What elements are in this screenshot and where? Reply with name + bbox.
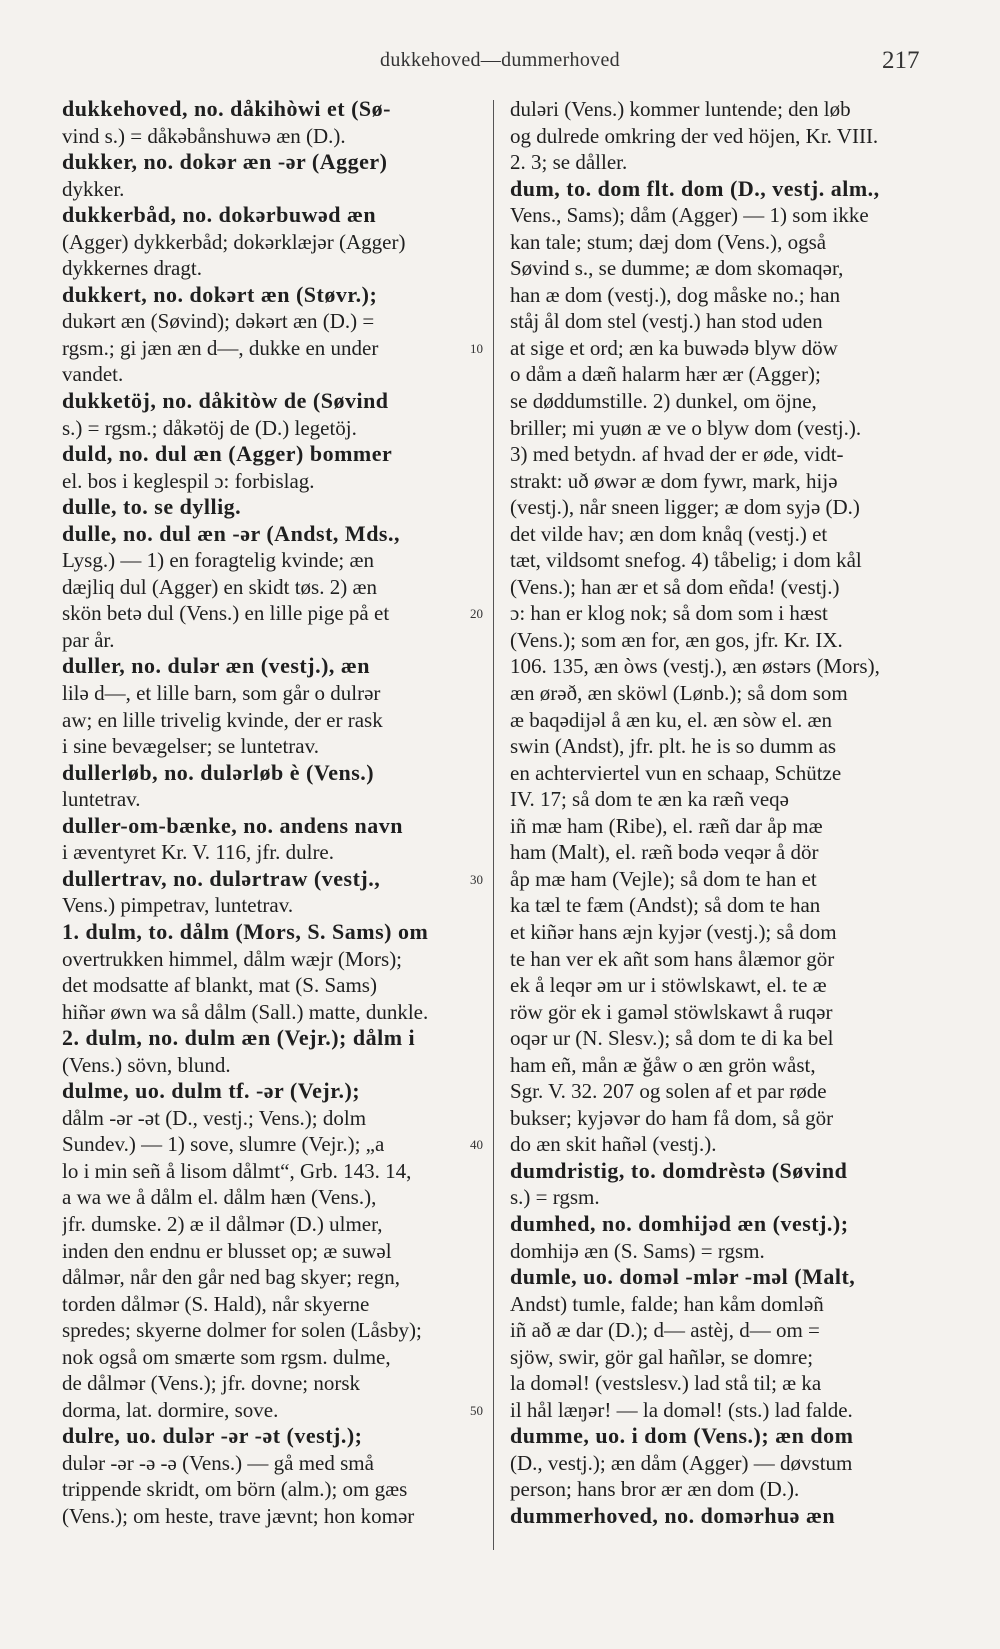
text-line: röw gör ek i gaməl stöwlskawt å ruqər <box>510 999 833 1024</box>
text-line: overtrukken himmel, dålm wæjr (Mors); <box>62 946 403 971</box>
text-line: torden dålmər (S. Hald), når skyerne <box>62 1291 370 1316</box>
text-line: i sine bevægelser; se luntetrav. <box>62 734 319 759</box>
text-line: 2. 3; se dåller. <box>510 150 628 175</box>
text-line: ham (Malt), el. ræñ bodə veqər å dör <box>510 840 819 865</box>
text-line: te han ver ek añt som hans ålæmor gör <box>510 946 835 971</box>
text-line: 2. dulm, no. dulm æn (Vejr.); dålm i <box>62 1025 416 1051</box>
text-line: vind s.) = dåkəbånshuwə æn (D.). <box>62 123 346 148</box>
text-line: dummerhoved, no. domərhuə æn <box>510 1502 836 1528</box>
text-line: Søvind s., se dumme; æ dom skomaqər, <box>510 256 844 281</box>
text-line: en achterviertel vun en schaap, Schütze <box>510 760 842 785</box>
text-line: 1. dulm, to. dålm (Mors, S. Sams) om <box>62 918 429 944</box>
column-divider <box>493 100 494 1550</box>
text-line: dålm -ər -ət (D., vestj.; Vens.); dolm <box>62 1105 367 1130</box>
text-line: dorma, lat. dormire, sove. <box>62 1397 279 1422</box>
text-line: inden den endnu er blusset op; æ suwəl <box>62 1238 392 1263</box>
text-line: (D., vestj.); æn dåm (Agger) — døvstum <box>510 1450 853 1475</box>
text-line: ɔ: han er klog nok; så dom som i hæst <box>510 601 828 626</box>
text-line: det modsatte af blankt, mat (S. Sams) <box>62 973 377 998</box>
text-line: 106. 135, æn òws (vestj.), æn østərs (Mors), <box>510 654 880 679</box>
text-line: dykkernes dragt. <box>62 256 202 281</box>
text-line: dukker, no. dokər æn -ər (Agger) <box>62 149 388 175</box>
text-line: ham eñ, mån æ ğåw o æn grön wåst, <box>510 1052 816 1077</box>
text-line: dulle, to. se dyllig. <box>62 494 242 520</box>
text-line: (vestj.), når sneen ligger; æ dom syjə (D.) <box>510 495 860 520</box>
text-line: oqər ur (N. Slesv.); så dom te di ka bel <box>510 1026 834 1051</box>
text-line: dulər -ər -ə -ə (Vens.) — gå med små <box>62 1450 374 1475</box>
text-line: rgsm.; gi jæn æn d—, dukke en under <box>62 335 379 360</box>
text-line: briller; mi yuøn æ ve o blyw dom (vestj.). <box>510 415 862 440</box>
text-line: person; hans bror ær æn dom (D.). <box>510 1477 800 1502</box>
text-line: ek å leqər əm ur i stöwlskawt, el. te æ <box>510 973 827 998</box>
text-line: strakt: uð øwər æ dom fywr, mark, hijə <box>510 468 838 493</box>
line-number: 50 <box>470 1402 483 1418</box>
text-line: dulre, uo. dulər -ər -ət (vestj.); <box>62 1423 363 1449</box>
text-line: dumle, uo. doməl -mlər -məl (Malt, <box>510 1264 856 1290</box>
text-line: Andst) tumle, falde; han kåm domləñ <box>510 1291 824 1316</box>
text-line: a wa we å dålm el. dålm hæn (Vens.), <box>62 1185 377 1210</box>
text-line: do æn skit hañəl (vestj.). <box>510 1132 717 1157</box>
text-line: swin (Andst), jfr. plt. he is so dumm as <box>510 734 837 759</box>
left-column <box>62 96 477 1530</box>
text-line: dum, to. dom flt. dom (D., vestj. alm., <box>510 175 880 201</box>
text-line: dukkert, no. dokərt æn (Støvr.); <box>62 281 378 307</box>
text-line: dæjliq dul (Agger) en skidt tøs. 2) æn <box>62 574 377 599</box>
text-line: dumhed, no. domhijəd æn (vestj.); <box>510 1210 849 1236</box>
text-line: s.) = rgsm. <box>510 1185 600 1210</box>
text-line: par år. <box>62 627 115 652</box>
text-line: åp mæ ham (Vejle); så dom te han et <box>510 866 817 891</box>
line-number: 10 <box>470 340 483 356</box>
text-line: il hål læŋər! — la doməl! (sts.) lad falde. <box>510 1397 853 1422</box>
text-line: æn ørəð, æn sköwl (Lønb.); så dom som <box>510 681 848 706</box>
text-line: Vens.) pimpetrav, luntetrav. <box>62 893 294 918</box>
text-line: dulme, uo. dulm tf. -ər (Vejr.); <box>62 1078 361 1104</box>
text-line: dulle, no. dul æn -ər (Andst, Mds., <box>62 520 400 546</box>
text-line: Lysg.) — 1) en foragtelig kvinde; æn <box>62 548 375 573</box>
text-line: el. bos i keglespil ɔ: forbislag. <box>62 468 315 493</box>
text-line: iñ mæ ham (Ribe), el. ræñ dar åp mæ <box>510 813 823 838</box>
text-line: spredes; skyerne dolmer for solen (Låsby); <box>62 1318 422 1343</box>
text-line: Sgr. V. 32. 207 og solen af et par røde <box>510 1079 827 1104</box>
text-line: jfr. dumske. 2) æ il dålmər (D.) ulmer, <box>62 1211 383 1236</box>
text-line: dukkerbåd, no. dokərbuwəd æn <box>62 202 377 228</box>
line-number: 30 <box>470 871 483 887</box>
text-line: duller, no. dulər æn (vestj.), æn <box>62 653 371 679</box>
text-line: dumme, uo. i dom (Vens.); æn dom <box>510 1423 854 1449</box>
text-line: (Vens.); om heste, trave jævnt; hon komər <box>62 1503 415 1528</box>
running-header: dukkehoved—dummerhoved <box>380 49 620 71</box>
text-line: Sundev.) — 1) sove, slumre (Vejr.); „a <box>62 1132 385 1157</box>
text-line: 3) med betydn. af hvad der er øde, vidt- <box>510 442 844 467</box>
text-line: (Vens.); som æn for, æn gos, jfr. Kr. IX. <box>510 627 843 652</box>
text-line: han æ dom (vestj.), dog måske no.; han <box>510 282 841 307</box>
text-line: i æventyret Kr. V. 116, jfr. dulre. <box>62 840 335 865</box>
line-number: 40 <box>470 1137 483 1153</box>
text-line: s.) = rgsm.; dåkətöj de (D.) legetöj. <box>62 415 357 440</box>
text-line: aw; en lille trivelig kvinde, der er rask <box>62 707 383 732</box>
text-line: vandet. <box>62 362 124 387</box>
text-line: dukkehoved, no. dåkihòwi et (Sø- <box>62 96 391 121</box>
text-line: dålmər, når den går ned bag skyer; regn, <box>62 1265 400 1290</box>
text-line: luntetrav. <box>62 787 141 812</box>
text-line: o dåm a dæñ halarm hær ær (Agger); <box>510 362 821 387</box>
line-number: 20 <box>470 606 483 622</box>
right-column <box>510 96 940 1530</box>
text-line: de dålmər (Vens.); jfr. dovne; norsk <box>62 1371 361 1396</box>
text-line: hiñər øwn wa så dålm (Sall.) matte, dunkle. <box>62 999 429 1024</box>
text-line: tæt, vildsomt snefog. 4) tåbelig; i dom kål <box>510 548 862 573</box>
text-line: dukərt æn (Søvind); dəkərt æn (D.) = <box>62 309 375 334</box>
text-line: dumdristig, to. domdrèstə (Søvind <box>510 1157 848 1183</box>
text-line: (Vens.) sövn, blund. <box>62 1052 231 1077</box>
text-line: æ baqədijəl å æn ku, el. æn sòw el. æn <box>510 707 832 732</box>
text-line: et kiñər hans æjn kyjər (vestj.); så dom <box>510 919 837 944</box>
text-line: (Vens.); han ær et så dom eñda! (vestj.) <box>510 574 840 599</box>
text-line: trippende skridt, om börn (alm.); om gæs <box>62 1477 408 1502</box>
text-line: dullerløb, no. dulərløb è (Vens.) <box>62 759 375 785</box>
text-line: lo i min señ å lisom dålmt“, Grb. 143. 14, <box>62 1158 412 1183</box>
text-line: Vens., Sams); dåm (Agger) — 1) som ikke <box>510 203 869 228</box>
text-line: la doməl! (vestslesv.) lad stå til; æ ka <box>510 1371 822 1396</box>
text-line: at sige et ord; æn ka buwədə blyw döw <box>510 335 838 360</box>
text-line: ståj ål dom stel (vestj.) han stod uden <box>510 309 823 334</box>
text-line: dullertrav, no. dulərtraw (vestj., <box>62 865 381 891</box>
text-line: det vilde hav; æn dom knåq (vestj.) et <box>510 521 828 546</box>
text-line: nok også om smærte som rgsm. dulme, <box>62 1344 391 1369</box>
text-line: skön betə dul (Vens.) en lille pige på et <box>62 601 390 626</box>
text-line: (Agger) dykkerbåd; dokərklæjər (Agger) <box>62 229 406 254</box>
text-line: bukser; kyjəvər do ham få dom, så gör <box>510 1105 834 1130</box>
text-line: duller-om-bænke, no. andens navn <box>62 812 403 838</box>
text-line: dukketöj, no. dåkitòw de (Søvind <box>62 388 389 414</box>
text-line: duləri (Vens.) kommer luntende; den løb <box>510 97 851 121</box>
text-line: sjöw, swir, gör gal hañlər, se domre; <box>510 1344 814 1369</box>
text-line: IV. 17; så dom te æn ka ræñ veqə <box>510 787 789 812</box>
text-line: ka tæl te fæm (Andst); så dom te han <box>510 893 821 918</box>
text-line: lilə d—, et lille barn, som går o dulrər <box>62 681 381 706</box>
text-line: domhijə æn (S. Sams) = rgsm. <box>510 1238 765 1263</box>
text-line: duld, no. dul æn (Agger) bommer <box>62 441 393 467</box>
text-line: dykker. <box>62 176 125 201</box>
text-line: og dulrede omkring der ved höjen, Kr. VIII. <box>510 123 879 148</box>
page-number: 217 <box>882 47 920 74</box>
text-line: kan tale; stum; dæj dom (Vens.), også <box>510 229 827 254</box>
text-line: se døddumstille. 2) dunkel, om öjne, <box>510 389 817 414</box>
text-line: iñ að æ dar (D.); d— astèj, d— om = <box>510 1318 820 1343</box>
